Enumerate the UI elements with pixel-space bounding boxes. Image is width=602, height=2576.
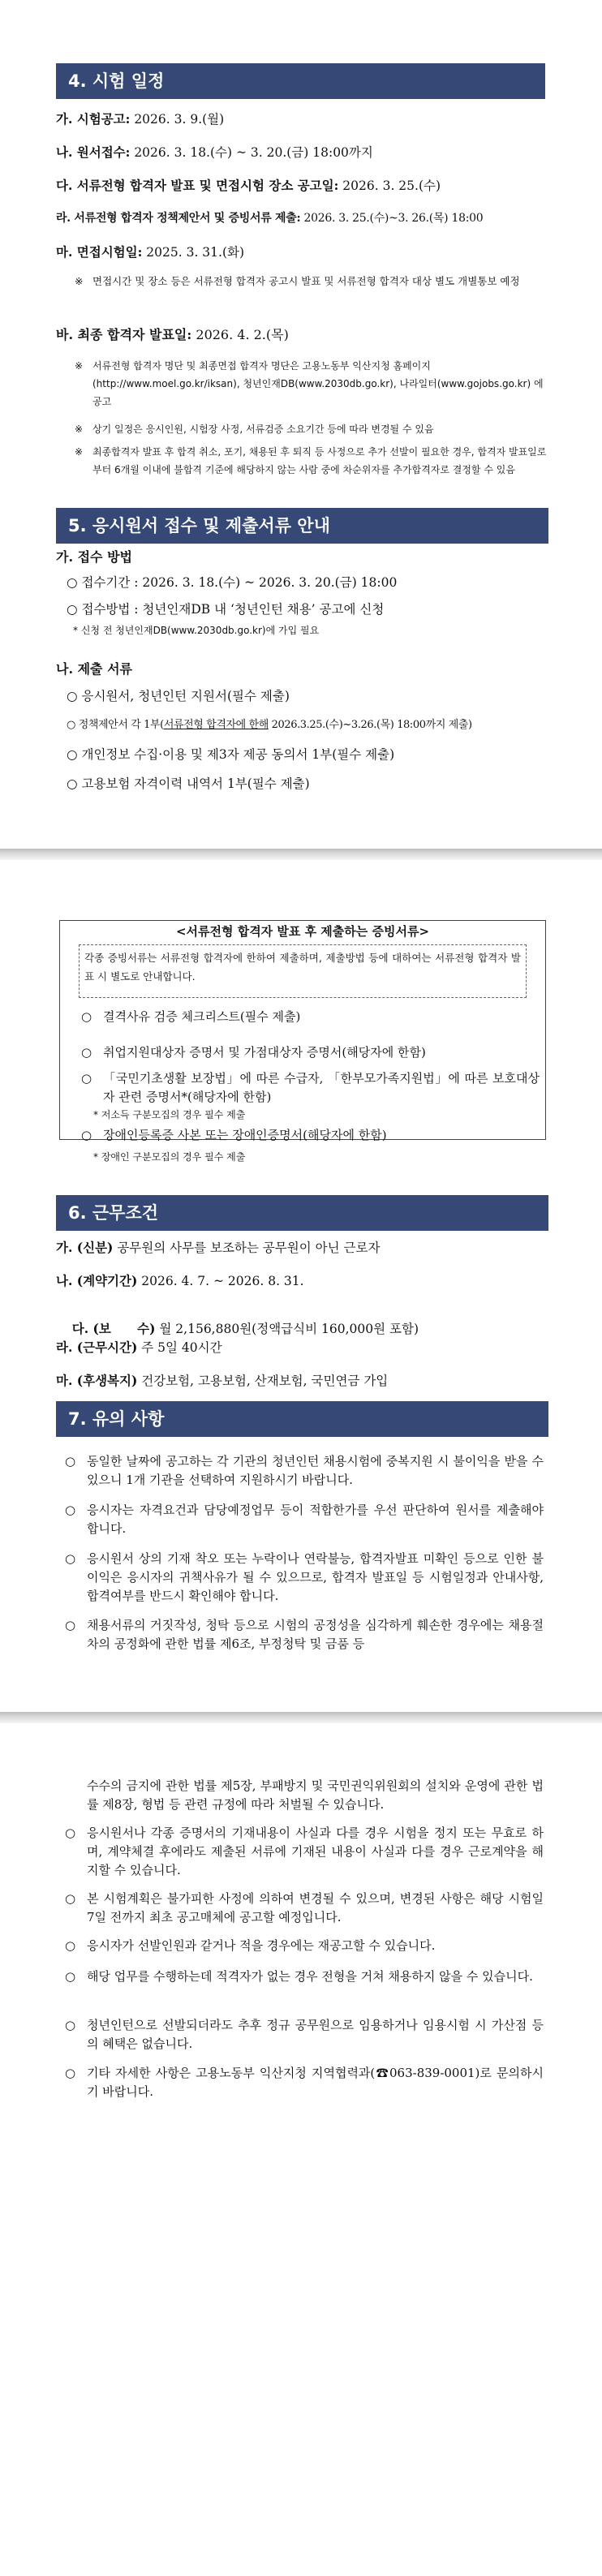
caution-item: ○ 본 시험계획은 불가피한 사정에 의하여 변경될 수 있으며, 변경된 사항은 해당 시험일 7일 전까지 최초 공고매체에 공고할 예정입니다.	[65, 1891, 544, 1924]
document-item: ○ 정책제안서 각 1부(서류전형 합격자에 한해 2026.3.25.(수)~3.26.(목) 18:00까지 제출)	[67, 719, 472, 731]
page-break-separator	[0, 1712, 602, 1723]
work-condition: 다. (보 수) 월 2,156,880원(정액급식비 160,000원 포함)	[71, 1321, 419, 1336]
schedule-item: 라. 서류전형 합격자 정책제안서 및 증빙서류 제출: 2026. 3. 25.(수)~3. 26.(목) 18:00	[56, 212, 484, 225]
documents-heading: 나. 제출 서류	[56, 661, 132, 677]
document-item: ○ 개인정보 수집·이용 및 제3자 제공 동의서 1부(필수 제출)	[67, 747, 395, 762]
caution-item: ○ 응시자가 선발인원과 같거나 적을 경우에는 재공고할 수 있습니다.	[65, 1938, 436, 1953]
caution-item-continued: 수수의 금지에 관한 법률 제5장, 부패방지 및 국민권익위원회의 설치와 운영에 관한 법률 제8장, 형법 등 관련 규정에 따라 처벌될 수 있습니다.	[87, 1778, 544, 1812]
document-page-3	[0, 1723, 602, 2576]
work-condition: 나. (계약기간) 2026. 4. 7. ~ 2026. 8. 31.	[56, 1273, 304, 1288]
evidence-item: ○ 「국민기초생활 보장법」에 따른 수급자, 「한부모가족지원법」에 따른 보호대상자 관련 증명서*(해당자에 한함)	[81, 1071, 540, 1104]
caution-item: ○ 동일한 날짜에 공고하는 각 기관의 청년인턴 채용시험에 중복지원 시 불이익을 받을 수 있으니 1개 기관을 선택하여 지원하시기 바랍니다.	[65, 1454, 544, 1487]
caution-item: ○ 해당 업무를 수행하는데 적격자가 없는 경우 전형을 거쳐 채용하지 않을 수 있습니다.	[65, 1969, 533, 1984]
method-heading: 가. 접수 방법	[56, 549, 132, 565]
caution-item: ○ 기타 자세한 사항은 고용노동부 익산지청 지역협력과(☎063-839-0001)로 문의하시기 바랍니다.	[65, 2066, 544, 2099]
caution-item: ○ 청년인턴으로 선발되더라도 추후 정규 공무원으로 임용하거나 임용시험 시 가산점 등의 혜택은 없습니다.	[65, 2018, 544, 2051]
evidence-subnote: * 장애인 구분모집의 경우 필수 제출	[93, 1151, 246, 1163]
evidence-box-title: <서류전형 합격자 발표 후 제출하는 증빙서류>	[175, 924, 430, 939]
schedule-note: ※ 최종합격자 발표 후 합격 취소, 포기, 채용된 후 퇴직 등 사정으로 추가 선발이 필요한 경우, 합격자 발표일로부터 6개월 이내에 불합격 기준에 해당하지 않는 사람 중에 차순위자를 추가합격자로 결정할 수 있음	[75, 446, 547, 475]
caution-item: ○ 응시자는 자격요건과 담당예정업무 등이 적합한가를 우선 판단하여 원서를 제출해야 합니다.	[65, 1503, 544, 1536]
schedule-item: 나. 원서접수: 2026. 3. 18.(수) ~ 3. 20.(금) 18:00까지	[56, 144, 373, 160]
document-page-1	[0, 0, 602, 849]
page-break-separator	[0, 849, 602, 860]
section-5-header: 5. 응시원서 접수 및 제출서류 안내	[56, 508, 548, 544]
document-page-2	[0, 860, 602, 1712]
method-item: ○ 접수기간 : 2026. 3. 18.(수) ~ 2026. 3. 20.(금) 18:00	[67, 575, 398, 590]
schedule-note: ※ 상기 일정은 응시인원, 시험장 사정, 서류검증 소요기간 등에 따라 변경될 수 있음	[75, 424, 434, 435]
section-6-header: 6. 근무조건	[56, 1195, 548, 1231]
interview-note: ※ 면접시간 및 장소 등은 서류전형 합격자 공고시 발표 및 서류전형 합격자 대상 별도 개별통보 예정	[75, 275, 520, 287]
evidence-item: ○ 장애인등록증 사본 또는 장애인증명서(해당자에 한함)	[81, 1128, 387, 1142]
evidence-item: ○ 결격사유 검증 체크리스트(필수 제출)	[81, 1009, 301, 1024]
document-item: ○ 고용보험 자격이력 내역서 1부(필수 제출)	[67, 776, 310, 791]
schedule-item: 다. 서류전형 합격자 발표 및 면접시험 장소 공고일: 2026. 3. 25.(수)	[56, 178, 441, 193]
evidence-item: ○ 취업지원대상자 증명서 및 가점대상자 증명서(해당자에 한함)	[81, 1045, 426, 1060]
method-note: * 신청 전 청년인재DB(www.2030db.go.kr)에 가입 필요	[73, 625, 320, 636]
schedule-item: 마. 면접시험일: 2025. 3. 31.(화)	[56, 244, 245, 260]
evidence-notice: 각종 증빙서류는 서류전형 합격자에 한하여 제출하며, 제출방법 등에 대하여는 서류전형 합격자 발표 시 별도로 안내합니다.	[79, 944, 527, 998]
section-4-header: 4. 시험 일정	[56, 63, 545, 99]
caution-item: ○ 응시원서나 각종 증명서의 기재내용이 사실과 다를 경우 시험을 정지 또는 무효로 하며, 계약체결 후에라도 제출된 서류에 기재된 내용이 사실과 다를 경우 근로계약을 해지할 수 있습니다.	[65, 1826, 544, 1877]
section-7-header: 7. 유의 사항	[56, 1401, 548, 1437]
work-condition: 라. (근무시간) 주 5일 40시간	[56, 1340, 222, 1355]
caution-item: ○ 채용서류의 거짓작성, 청탁 등으로 시험의 공정성을 심각하게 훼손한 경우에는 채용절차의 공정화에 관한 법률 제6조, 부정청탁 및 금품 등	[65, 1618, 544, 1651]
caution-item: ○ 응시원서 상의 기재 착오 또는 누락이나 연락불능, 합격자발표 미확인 등으로 인한 불이익은 응시자의 귀책사유가 될 수 있으므로, 합격자 발표일 등 시험일정과 안내사항, 합격여부를 반드시 확인해야 합니다.	[65, 1551, 544, 1603]
method-item: ○ 접수방법 : 청년인재DB 내 ‘청년인턴 채용’ 공고에 신청	[67, 602, 385, 617]
document-item: ○ 응시원서, 청년인턴 지원서(필수 제출)	[67, 689, 290, 703]
work-condition: 가. (신분) 공무원의 사무를 보조하는 공무원이 아닌 근로자	[56, 1240, 381, 1255]
work-condition: 마. (후생복지) 건강보험, 고용보험, 산재보험, 국민연금 가입	[56, 1373, 389, 1388]
final-announcement: 바. 최종 합격자 발표일: 2026. 4. 2.(목)	[56, 327, 289, 342]
schedule-note: ※ 서류전형 합격자 명단 및 최종면접 합격자 명단은 고용노동부 익산지청 홈페이지 (http://www.moel.go.kr/iksan), 청년인재DB(www.2030db.go.kr), 나라일터(www.gojobs.go.kr) 에 공고	[75, 360, 544, 407]
schedule-item: 가. 시험공고: 2026. 3. 9.(월)	[56, 111, 225, 127]
evidence-subnote: * 저소득 구분모집의 경우 필수 제출	[93, 1109, 246, 1120]
